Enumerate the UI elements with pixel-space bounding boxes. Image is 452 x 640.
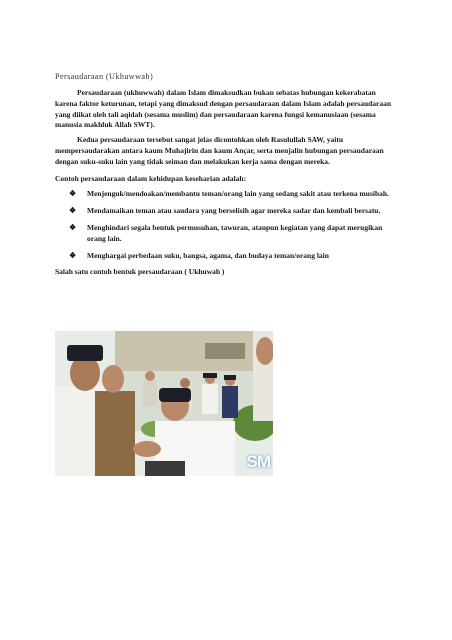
wheelchair <box>145 461 185 476</box>
event-photo <box>55 331 273 476</box>
building-wall <box>115 331 273 371</box>
paragraph-1: Persaudaraan (ukhuwwah) dalam Islam dimaksudkan bukan sebatas hubungan kekerabatan karena faktor keturunan, tetapi yang dimaksud dengan persaudaraan dalam Islam adalah persaudaraan yang diikat oleh tali aqidah (sesama muslim) dan persaudaraan karena fungsi kemanusiaan (sesama manusia makhluk Allah SWT). <box>55 88 392 130</box>
cap <box>224 375 236 380</box>
list-item-text: Menjenguk/mendoakan/membantu teman/orang lain yang sedang sakit atau terkena musibah. <box>87 189 389 199</box>
list-intro: Contoh persaudaraan dalam kehidupan keseharian adalah: <box>55 173 247 183</box>
person-body-brown <box>95 391 135 476</box>
list-item-text: Menghargai perbedaan suku, bangsa, agama, dan budaya teman/orang lain <box>87 250 329 260</box>
person-body <box>202 384 218 414</box>
example-list <box>55 189 400 261</box>
list-item <box>55 189 400 200</box>
person-body <box>143 381 157 406</box>
diamond-bullet-icon: ❖ <box>69 222 77 232</box>
diamond-bullet-icon: ❖ <box>69 250 77 260</box>
diamond-bullet-icon: ❖ <box>69 206 77 216</box>
list-item <box>55 206 400 217</box>
person-head <box>180 378 190 388</box>
list-item-text: Menghindari segala bentuk permusuhan, tawuran, ataupun kegiatan yang dapat merugikan orang lain. <box>87 222 383 243</box>
document-heading: Persaudaraan (Ukhuwwah) <box>55 72 154 81</box>
paragraph-2: Kedua persaudaraan tersebut sangat jelas dicontohkan oleh Rasulullah SAW, yaitu mempersaudarakan antara kaum Muhajirin dan kaum Ançar, serta menjalin hubungan persaudaraan dengan suku-suku lain yang tidak seiman dan melakukan kerja sama dengan mereka. <box>55 135 384 166</box>
building-window <box>205 343 245 359</box>
black-cap-center <box>159 388 191 402</box>
diamond-bullet-icon: ❖ <box>69 189 77 199</box>
photo-illustration <box>55 331 273 476</box>
watermark-text: SM <box>246 452 270 471</box>
list-item <box>55 251 400 262</box>
hands <box>133 441 161 457</box>
cap <box>203 373 217 378</box>
person-body <box>222 386 238 418</box>
person-head <box>145 371 155 381</box>
list-item <box>55 223 400 245</box>
photo-caption: Salah satu contoh bentuk persaudaraan ( Ukhuwah ) <box>55 267 225 277</box>
person-face-brown <box>102 365 124 393</box>
black-cap-left <box>67 345 103 361</box>
list-item-text: Mendamaikan teman atau saudara yang berselisih agar mereka sadar dan kembali bersatu. <box>87 206 381 216</box>
document-body <box>55 72 400 278</box>
sm-watermark-logo <box>247 452 271 472</box>
